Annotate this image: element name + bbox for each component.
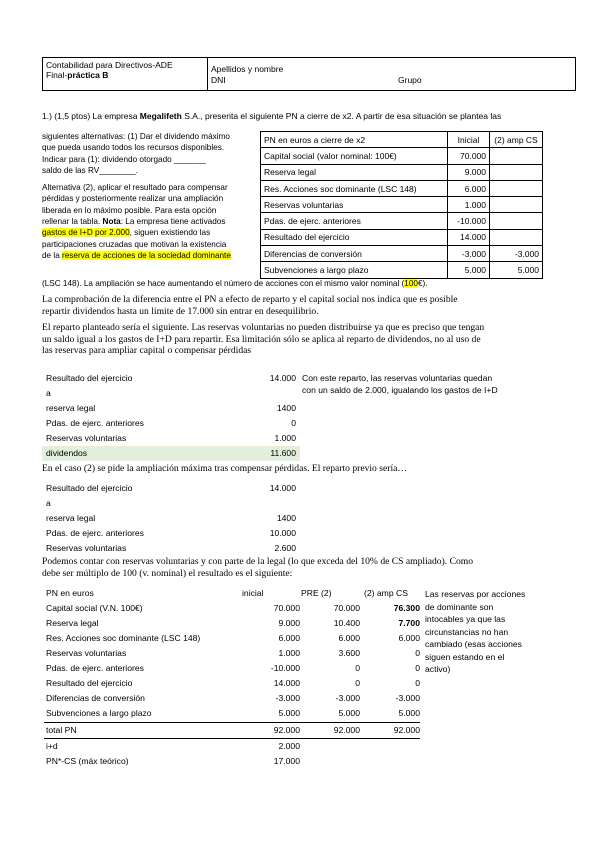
- table-row: Pdas. de ejerc. anteriores -10.000: [261, 213, 543, 229]
- question-intro: 1.) (1,5 ptos) La empresa Megalifeth S.A., presenta el siguiente PN a cierre de x2. A partir de esa situación se plantea las: [42, 111, 502, 121]
- dist-value: 14.000: [269, 373, 296, 383]
- dni-label: DNI: [211, 75, 226, 85]
- alt2-line: liberada en lo máximo posible. Para esta opción: [42, 205, 217, 215]
- left-line: siguientes alternativas: (1) Dar el dividendo máximo: [42, 132, 230, 141]
- final-header-cell: PN en euros: [46, 588, 94, 598]
- final-row-label: Reservas voluntarias: [46, 648, 127, 658]
- dist-value: 2.600: [274, 543, 296, 553]
- final-cell: 70.000: [273, 603, 300, 613]
- final-cell: -3.000: [275, 693, 300, 703]
- final-row-label: Pdas. de ejerc. anteriores: [46, 663, 144, 673]
- total-divider: [44, 722, 420, 723]
- dist-label: dividendos: [46, 448, 88, 458]
- final-cell: 76.300: [393, 603, 420, 613]
- table-row: Capital social (valor nominal: 100€) 70.000: [261, 148, 543, 164]
- dist-label: Reservas voluntarias: [46, 433, 127, 443]
- course-cell: [43, 58, 208, 90]
- alt2-line: participaciones cruzadas que motivan la existencia: [42, 239, 227, 249]
- answer-paragraph-1: La comprobación de la diferencia entre el PN a efecto de reparto y el capital social nos indica que es posible repartir dividendos hasta un límite de 17.000 sin entrar en desequilibrio.: [42, 294, 458, 317]
- course-line1: Contabilidad para Directivos-ADE: [46, 60, 173, 70]
- dist-label: Reservas voluntarias: [46, 543, 127, 553]
- final-cell: -3.000: [335, 693, 360, 703]
- pn-header-cell: (2) amp CS: [490, 132, 543, 148]
- left-line: Indicar para (1): dividendo otorgado _______: [42, 154, 206, 164]
- final-cell: 0: [415, 648, 420, 658]
- final-header-cell: (2) amp CS: [364, 588, 408, 598]
- answer-paragraph-2: El reparto planteado sería el siguiente. Las reservas voluntarias no pueden distribuirse ya que es preciso que tengan un saldo igual a los gastos de I+D para repartir. Esa limitación sólo se aplica al reparto de dividendos, no al uso de las reservas para ampliar capital o compensar pérdidas: [42, 322, 485, 357]
- left-line: saldo de las RV________.: [42, 165, 138, 175]
- dist-value: 0: [291, 418, 296, 428]
- answer-paragraph-4: Podemos contar con reservas voluntarias y con parte de la legal (lo que exceda del 10% de CS ampliado). Como debe ser múltiplo de 100 (v. nominal) el resultado es el siguiente:: [42, 556, 474, 579]
- dist-value: 1400: [276, 513, 296, 523]
- final-cell: 1.000: [278, 648, 300, 658]
- final-cell: 10.400: [333, 618, 360, 628]
- question-last-line: (LSC 148). La ampliación se hace aumentando el número de acciones con el mismo valor nominal (100€).: [42, 279, 428, 288]
- final-row-label: Subvenciones a largo plazo: [46, 708, 152, 718]
- answer-paragraph-3: En el caso (2) se pide la ampliación máxima tras compensar pérdidas. El reparto previo sería…: [42, 463, 407, 474]
- final-cell: 5.000: [398, 708, 420, 718]
- dist-label: reserva legal: [46, 403, 96, 413]
- pn-table-header: [261, 132, 543, 148]
- question-left-text: [42, 131, 257, 261]
- final-row-label: Resultado del ejercicio: [46, 678, 133, 688]
- final-row-label: Diferencias de conversión: [46, 693, 145, 703]
- total-cell: 92.000: [273, 725, 300, 735]
- final-cell: -10.000: [270, 663, 300, 673]
- pn-table: [260, 131, 543, 279]
- final-cell: 5.000: [278, 708, 300, 718]
- total-divider-bottom: [44, 738, 420, 739]
- grupo-label: Grupo: [398, 75, 422, 85]
- table-row: Reserva legal 9.000: [261, 164, 543, 180]
- alt2-line: gastos de I+D por 2.000, siguen existiendo las: [42, 228, 211, 238]
- extra-cell: 2.000: [278, 741, 300, 751]
- highlight-nominal: 100: [404, 279, 418, 288]
- final-cell: 6.000: [398, 633, 420, 643]
- final-cell: 6.000: [278, 633, 300, 643]
- final-cell: 7.700: [398, 618, 420, 628]
- table-row: Reservas voluntarias 1.000: [261, 197, 543, 213]
- distribution-1-note: Con este reparto, las reservas voluntarias quedan con un saldo de 2.000, igualando los gastos de I+D: [302, 373, 498, 395]
- final-cell: 5.000: [338, 708, 360, 718]
- alt2-line: de la reserva de acciones de la sociedad dominante: [42, 250, 231, 260]
- final-header-cell: PRE (2): [301, 588, 332, 598]
- final-cell: 0: [415, 663, 420, 673]
- dist-value: 10.000: [269, 528, 296, 538]
- distribution-1: [46, 371, 300, 463]
- alt2-line: Alternativa (2), aplicar el resultado para compensar: [42, 183, 228, 193]
- final-cell: 14.000: [273, 678, 300, 688]
- extra-cell: 17.000: [273, 756, 300, 766]
- header-box: [42, 57, 576, 91]
- total-cell: 92.000: [333, 725, 360, 735]
- final-cell: 0: [355, 663, 360, 673]
- pn-header-cell: Inicial: [448, 132, 490, 148]
- table-row: Resultado del ejercicio 14.000: [261, 229, 543, 245]
- dist-value: 1400: [276, 403, 296, 413]
- dist-label: Resultado del ejercicio: [46, 483, 133, 493]
- total-cell: 92.000: [393, 725, 420, 735]
- dist-label: a: [46, 388, 51, 398]
- final-pn-table: [46, 586, 420, 776]
- dist-value: 1.000: [274, 433, 296, 443]
- final-row-label: Res. Acciones soc dominante (LSC 148): [46, 633, 201, 643]
- left-line: que pueda usando todos los recursos disponibles.: [42, 143, 225, 153]
- final-row-label: Capital social (V.N. 100€): [46, 603, 143, 613]
- final-row-label: Reserva legal: [46, 618, 99, 628]
- final-cell: -3.000: [395, 693, 420, 703]
- final-cell: 0: [355, 678, 360, 688]
- student-cell: [208, 58, 575, 90]
- pn-header-cell: PN en euros a cierre de x2: [261, 132, 448, 148]
- extra-label: i+d: [46, 741, 58, 751]
- dist-label: Pdas. de ejerc. anteriores: [46, 528, 144, 538]
- dist-value: 14.000: [269, 483, 296, 493]
- final-cell: 6.000: [338, 633, 360, 643]
- distribution-2: [46, 481, 300, 557]
- dist-label: Pdas. de ejerc. anteriores: [46, 418, 144, 428]
- highlight-id-costs: gastos de I+D por 2.000: [42, 228, 130, 238]
- final-cell: 70.000: [333, 603, 360, 613]
- extra-label: PN*-CS (máx teórico): [46, 756, 129, 766]
- final-cell: 3.600: [338, 648, 360, 658]
- dist-label: reserva legal: [46, 513, 96, 523]
- course-line2: Final-práctica B: [46, 70, 109, 80]
- final-cell: 0: [415, 678, 420, 688]
- alt2-line: rellenar la tabla. Nota: La empresa tiene activados: [42, 217, 226, 227]
- total-label: total PN: [46, 725, 77, 735]
- dist-value: 11.600: [270, 448, 296, 458]
- table-row: Subvenciones a largo plazo 5.000 5.000: [261, 262, 543, 278]
- dist-label: a: [46, 498, 51, 508]
- table-row: Res. Acciones soc dominante (LSC 148) 6.000: [261, 180, 543, 196]
- alt2-line: pérdidas y posteriormente realizar una ampliación: [42, 194, 224, 204]
- apellidos-label: Apellidos y nombre: [211, 64, 284, 74]
- final-header-cell: inicial: [242, 588, 264, 598]
- table-row: Diferencias de conversión -3.000 -3.000: [261, 246, 543, 262]
- side-note: Las reservas por acciones de dominante son intocables ya que las circunstancias no han cambiado (esas acciones siguen estando en el activo): [425, 589, 526, 674]
- dist-label: Resultado del ejercicio: [46, 373, 133, 383]
- final-cell: 9.000: [278, 618, 300, 628]
- highlight-reserva: reserva de acciones de la sociedad dominante: [62, 250, 231, 260]
